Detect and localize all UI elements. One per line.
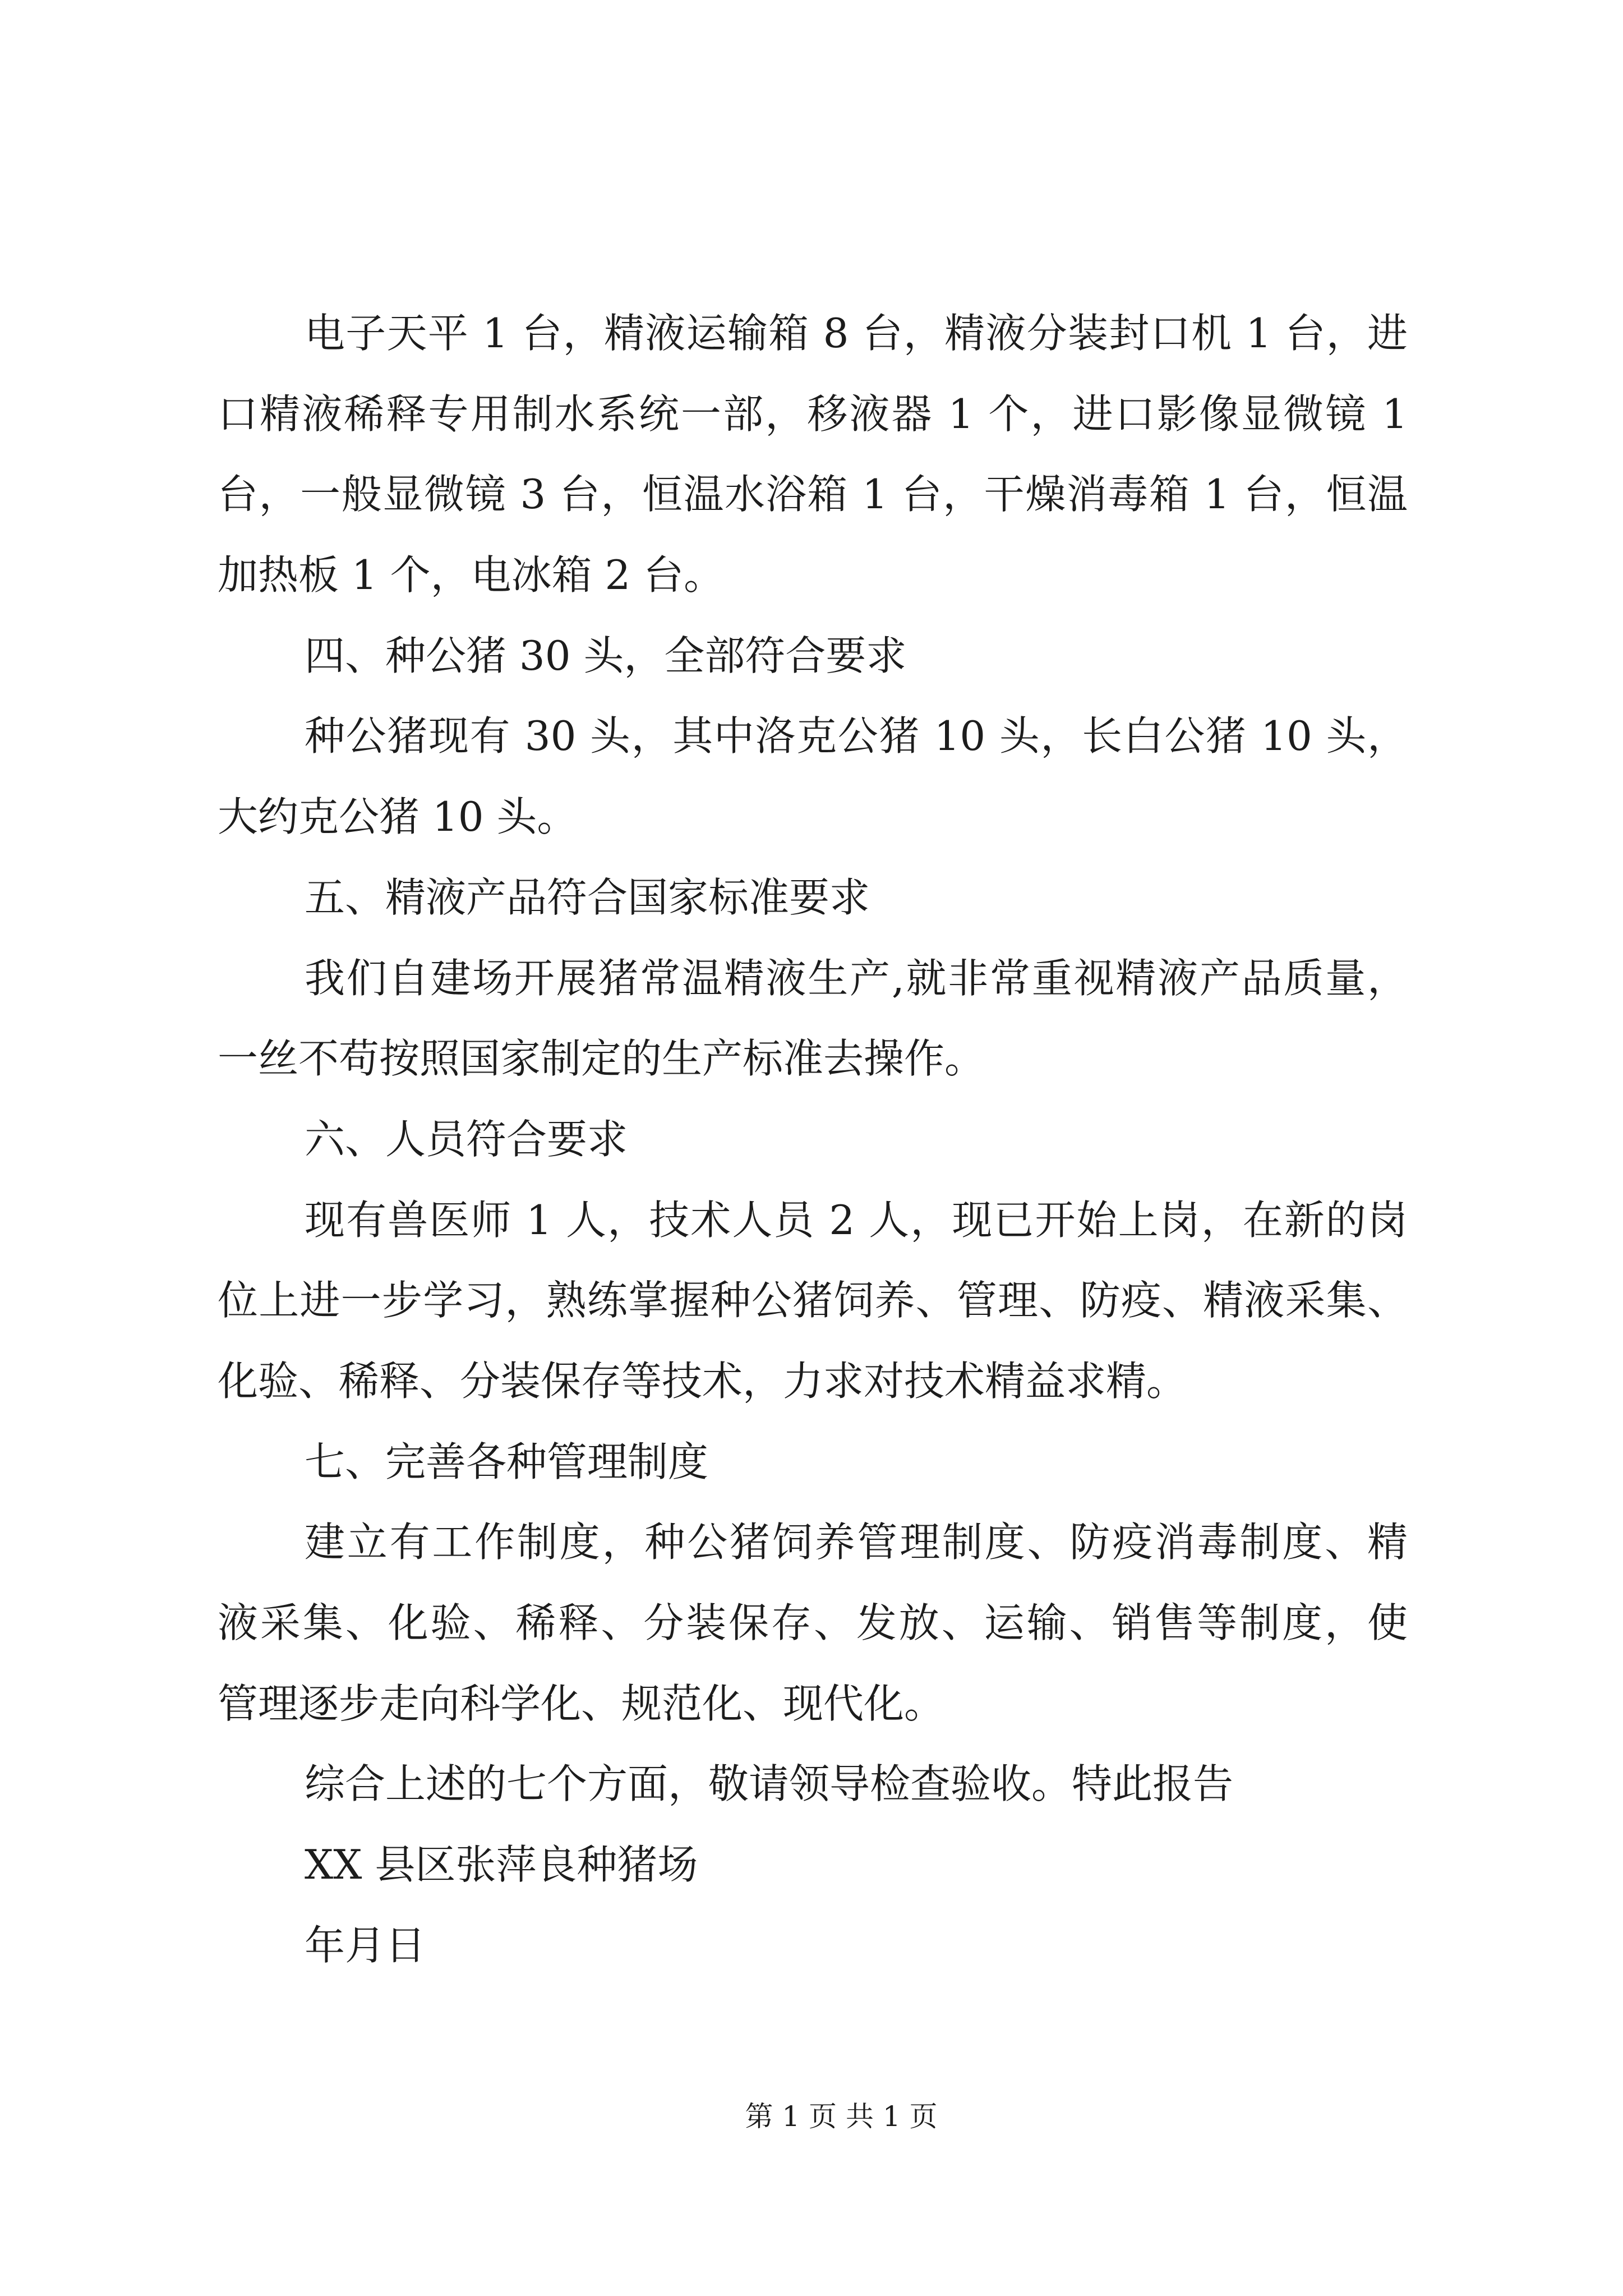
text-line: 大约克公猪 10 头。 bbox=[218, 793, 578, 841]
section-heading bbox=[218, 631, 1408, 712]
closing-statement bbox=[218, 1759, 1408, 1840]
text-line: 建立有工作制度，种公猪饲养管理制度、防疫消毒制度、精 bbox=[305, 1519, 1408, 1566]
text-line: 我们自建场开展猪常温精液生产,就非常重视精液产品质量， bbox=[305, 954, 1408, 1002]
text-line: 电子天平 1 台，精液运输箱 8 台，精液分装封口机 1 台，进 bbox=[305, 310, 1408, 357]
signature-date bbox=[218, 1921, 1408, 2001]
page-footer: 第 1 页 共 1 页 bbox=[745, 2100, 938, 2133]
section-heading-staff: 六、人员符合要求 bbox=[305, 1115, 628, 1163]
document-body bbox=[218, 309, 1408, 2001]
text-line: 管理逐步走向科学化、规范化、现代化。 bbox=[218, 1680, 945, 1727]
section-heading bbox=[218, 873, 1408, 954]
text-line: 年月日 bbox=[305, 1921, 426, 1969]
text-line: 口精液稀释专用制水系统一部，移液器 1 个，进口影像显微镜 1 bbox=[218, 390, 1408, 438]
boars-paragraph bbox=[218, 711, 1408, 872]
section-heading bbox=[218, 1437, 1408, 1518]
staff-paragraph bbox=[218, 1195, 1408, 1437]
text-line: 液采集、化验、稀释、分装保存、发放、运输、销售等制度，使 bbox=[218, 1599, 1408, 1646]
text-line: XX 县区张萍良种猪场 bbox=[305, 1841, 698, 1889]
text-line: 加热板 1 个，电冰箱 2 台。 bbox=[218, 551, 725, 599]
equipment-paragraph bbox=[218, 309, 1408, 631]
text-line: 化验、稀释、分装保存等技术，力求对技术精益求精。 bbox=[218, 1357, 1187, 1405]
section-heading-management: 七、完善各种管理制度 bbox=[305, 1438, 709, 1485]
text-line: 现有兽医师 1 人，技术人员 2 人，现已开始上岗，在新的岗 bbox=[305, 1196, 1408, 1244]
text-line: 位上进一步学习，熟练掌握种公猪饲养、管理、防疫、精液采集、 bbox=[218, 1277, 1408, 1324]
management-paragraph bbox=[218, 1517, 1408, 1759]
text-line: 综合上述的七个方面，敬请领导检查验收。特此报告 bbox=[305, 1760, 1234, 1808]
section-heading-boars: 四、种公猪 30 头，全部符合要求 bbox=[305, 632, 907, 679]
section-heading-product-standard: 五、精液产品符合国家标准要求 bbox=[305, 873, 870, 921]
text-line: 一丝不苟按照国家制定的生产标准去操作。 bbox=[218, 1035, 985, 1083]
section-heading bbox=[218, 1115, 1408, 1195]
product-paragraph bbox=[218, 954, 1408, 1115]
text-line: 台，一般显微镜 3 台，恒温水浴箱 1 台，干燥消毒箱 1 台，恒温 bbox=[218, 471, 1408, 518]
text-line: 种公猪现有 30 头，其中洛克公猪 10 头，长白公猪 10 头， bbox=[305, 712, 1408, 760]
signature-organization bbox=[218, 1840, 1408, 1921]
